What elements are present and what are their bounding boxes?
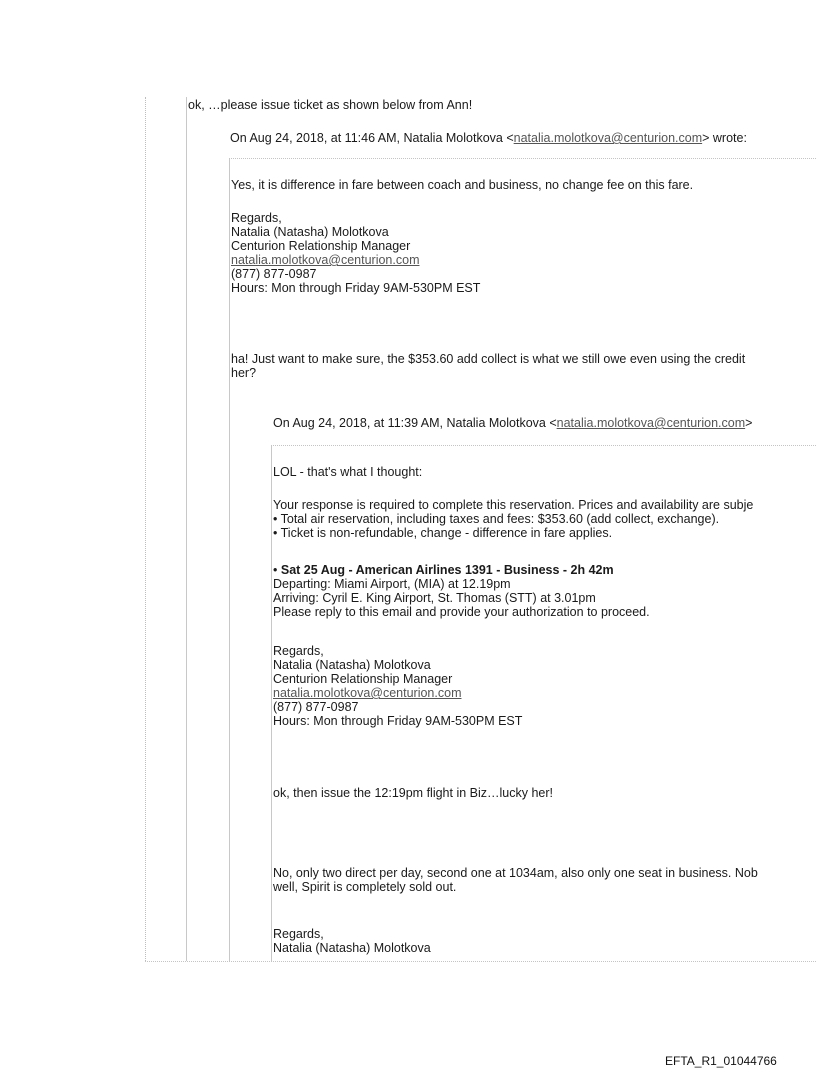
- reservation-details: [273, 498, 753, 540]
- quote-header-2: [273, 416, 752, 430]
- document-bottom-border: [145, 961, 816, 962]
- add-collect-question-line-1: ha! Just want to make sure, the $353.60 add collect is what we still owe even using the credit: [231, 352, 746, 366]
- signature-block-3: [273, 927, 431, 955]
- signature-regards: Regards,: [273, 644, 324, 658]
- signature-name: Natalia (Natasha) Molotkova: [273, 658, 431, 672]
- quote-level-3-border: [271, 445, 272, 961]
- signature-title: Centurion Relationship Manager: [231, 239, 411, 253]
- issue-flight-message: ok, then issue the 12:19pm flight in Biz…lucky her!: [273, 786, 554, 800]
- outer-left-border: [145, 97, 146, 961]
- quote-level-3-separator: [271, 445, 816, 446]
- authorization-request-line: Please reply to this email and provide your authorization to proceed.: [273, 605, 650, 619]
- quote-level-1-border: [186, 97, 187, 961]
- quote-level-2-separator: [229, 158, 816, 159]
- quote-header-1: [230, 131, 747, 145]
- flight-details: [273, 563, 650, 619]
- signature-phone: (877) 877-0987: [273, 700, 359, 714]
- arriving-line: Arriving: Cyril E. King Airport, St. Thomas (STT) at 3.01pm: [273, 591, 596, 605]
- quote-header-1-email-link[interactable]: natalia.molotkova@centurion.com: [513, 131, 703, 145]
- fare-difference-message: Yes, it is difference in fare between coach and business, no change fee on this fare.: [231, 178, 694, 192]
- direct-flights-line-2: well, Spirit is completely sold out.: [273, 880, 457, 894]
- document-id-footer: EFTA_R1_01044766: [665, 1054, 777, 1068]
- signature-name: Natalia (Natasha) Molotkova: [273, 941, 431, 955]
- signature-email-link[interactable]: natalia.molotkova@centurion.com: [273, 686, 462, 700]
- quote-header-2-email-link[interactable]: natalia.molotkova@centurion.com: [556, 416, 746, 430]
- quote-level-2-border: [229, 158, 230, 961]
- signature-hours: Hours: Mon through Friday 9AM-530PM EST: [231, 281, 481, 295]
- add-collect-question: [231, 352, 745, 380]
- add-collect-question-line-2: her?: [231, 366, 257, 380]
- signature-regards: Regards,: [231, 211, 282, 225]
- signature-regards: Regards,: [273, 927, 324, 941]
- quote-header-2-prefix: On Aug 24, 2018, at 11:39 AM, Natalia Molotkova <: [273, 416, 557, 430]
- response-required-line: Your response is required to complete this reservation. Prices and availability are subje: [273, 498, 754, 512]
- quote-header-1-prefix: On Aug 24, 2018, at 11:46 AM, Natalia Molotkova <: [230, 131, 514, 145]
- flight-summary: Sat 25 Aug - American Airlines 1391 - Business - 2h 42m: [280, 563, 614, 577]
- signature-phone: (877) 877-0987: [231, 267, 317, 281]
- signature-block-1: [231, 211, 480, 295]
- reply-instruction-line: ok, …please issue ticket as shown below from Ann!: [188, 98, 473, 112]
- total-fare-bullet: • Total air reservation, including taxes and fees: $353.60 (add collect, exchange).: [273, 512, 720, 526]
- quote-header-2-suffix: >: [745, 416, 753, 430]
- signature-title: Centurion Relationship Manager: [273, 672, 453, 686]
- signature-email-link[interactable]: natalia.molotkova@centurion.com: [231, 253, 420, 267]
- direct-flights-message: [273, 866, 758, 894]
- flight-bullet: •: [273, 563, 281, 577]
- signature-block-2: [273, 644, 522, 728]
- signature-name: Natalia (Natasha) Molotkova: [231, 225, 389, 239]
- lol-line: LOL - that's what I thought:: [273, 465, 423, 479]
- ticket-terms-bullet: • Ticket is non-refundable, change - difference in fare applies.: [273, 526, 613, 540]
- quote-header-1-suffix: > wrote:: [702, 131, 747, 145]
- signature-hours: Hours: Mon through Friday 9AM-530PM EST: [273, 714, 523, 728]
- departing-line: Departing: Miami Airport, (MIA) at 12.19pm: [273, 577, 511, 591]
- direct-flights-line-1: No, only two direct per day, second one at 1034am, also only one seat in business. Nob: [273, 866, 758, 880]
